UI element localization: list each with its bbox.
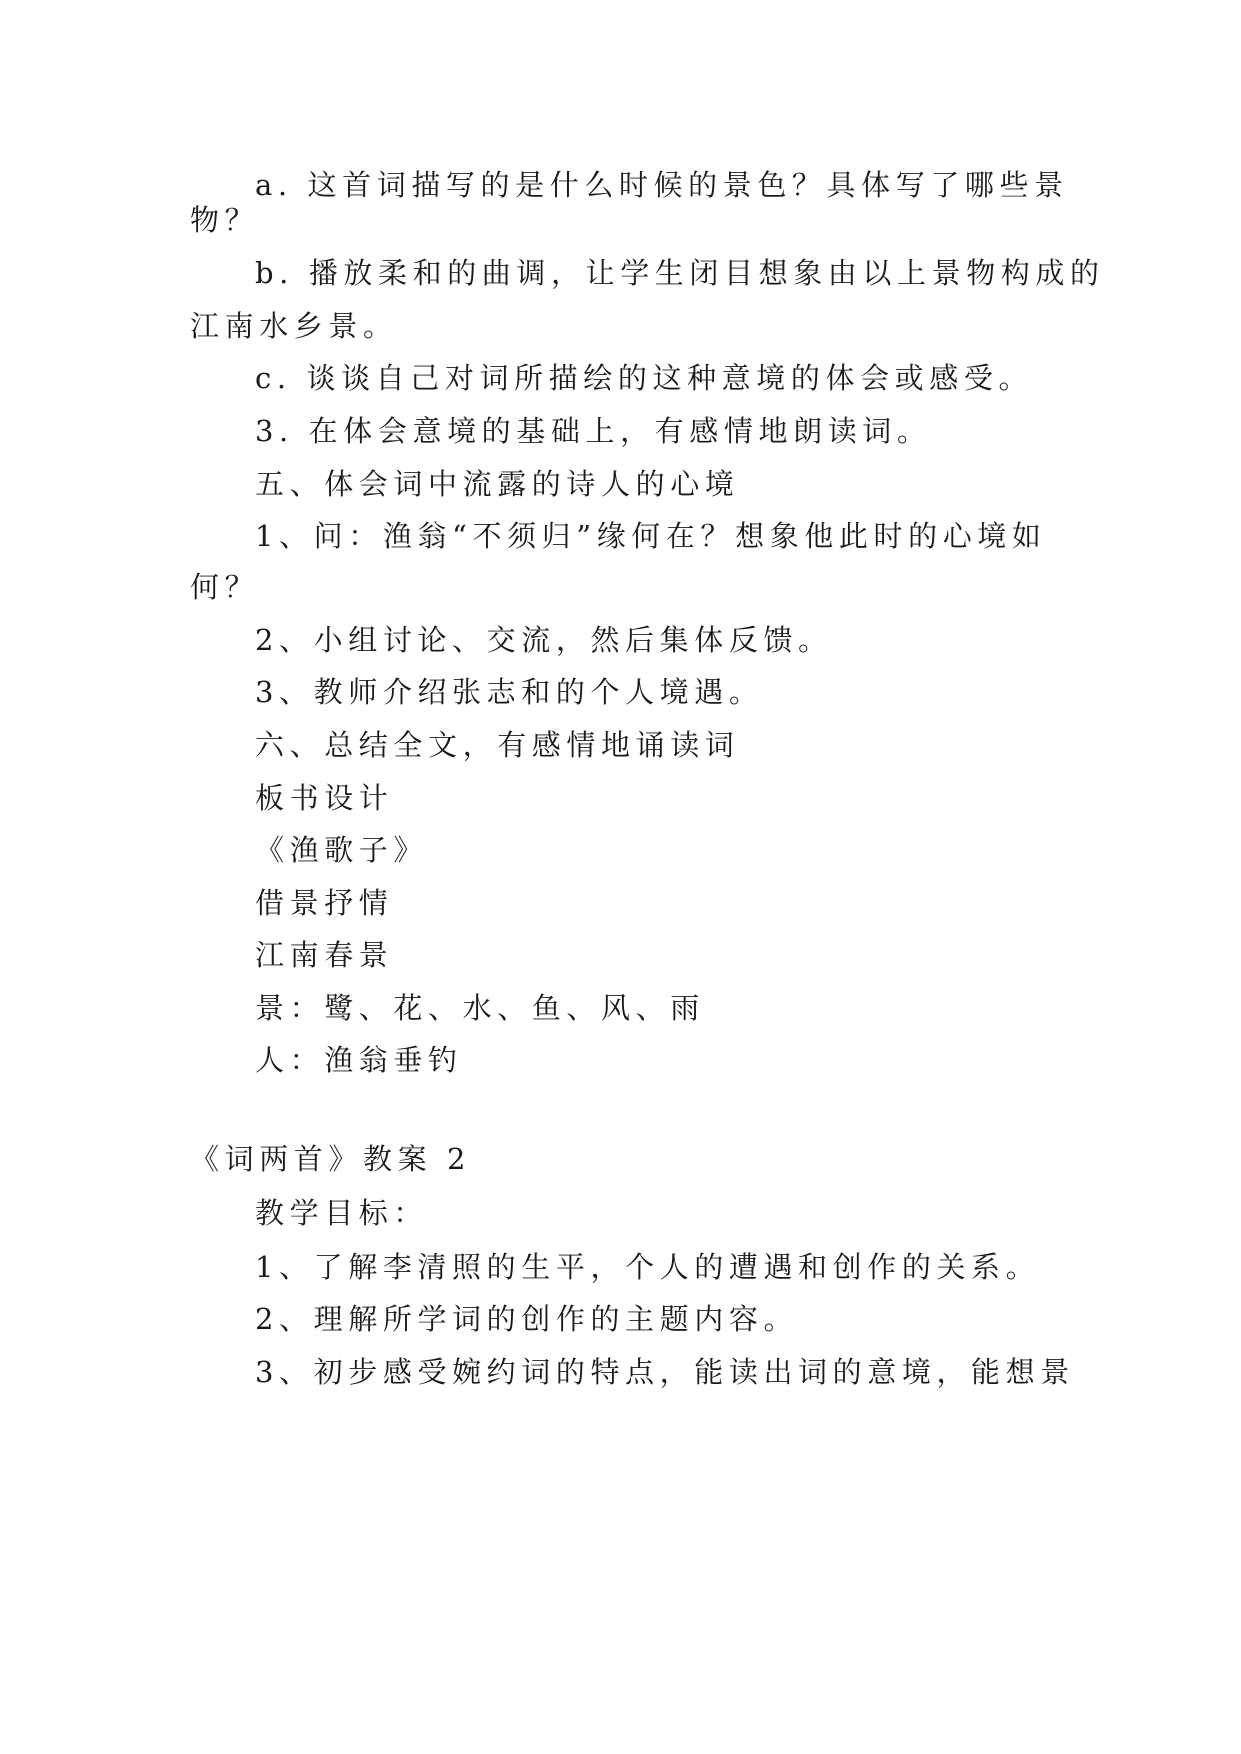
item-1-line-1: 1、问：渔翁“不须归”缘何在？想象他此时的心境如 [255,519,1047,553]
board-design-heading: 板书设计 [255,781,394,815]
question-c-line: c. 谈谈自己对词所描绘的这种意境的体会或感受。 [255,361,1034,395]
section-6-heading: 六、总结全文，有感情地诵读词 [255,728,740,762]
question-a-line-1: a. 这首词描写的是什么时候的景色？具体写了哪些景 [255,168,1069,202]
lesson-plan-2-title: 《词两首》教案 2 [190,1142,472,1176]
item-1-line-2: 何？ [190,570,260,604]
objective-1: 1、了解李清照的生平，个人的遭遇和创作的关系。 [255,1250,1041,1284]
board-title: 《渔歌子》 [255,833,429,867]
item-2-line: 2、小组讨论、交流，然后集体反馈。 [255,623,833,657]
objective-2: 2、理解所学词的创作的主题内容。 [255,1302,799,1336]
question-b-line-1: b. 播放柔和的曲调，让学生闭目想象由以上景物构成的 [255,256,1105,290]
step-3-line: 3. 在体会意境的基础上，有感情地朗读词。 [255,414,932,448]
objective-3: 3、初步感受婉约词的特点，能读出词的意境，能想景 [255,1355,1075,1389]
item-3-line: 3、教师介绍张志和的个人境遇。 [255,675,764,709]
section-5-heading: 五、体会词中流露的诗人的心境 [255,467,740,501]
question-b-line-2: 江南水乡景。 [190,309,398,343]
board-line-2: 江南春景 [255,938,394,972]
board-line-1: 借景抒情 [255,886,394,920]
objectives-heading: 教学目标： [255,1196,429,1230]
question-a-line-2: 物？ [190,203,260,237]
board-line-4: 人：渔翁垂钓 [255,1043,463,1077]
board-line-3: 景：鹭、花、水、鱼、风、雨 [255,991,705,1025]
